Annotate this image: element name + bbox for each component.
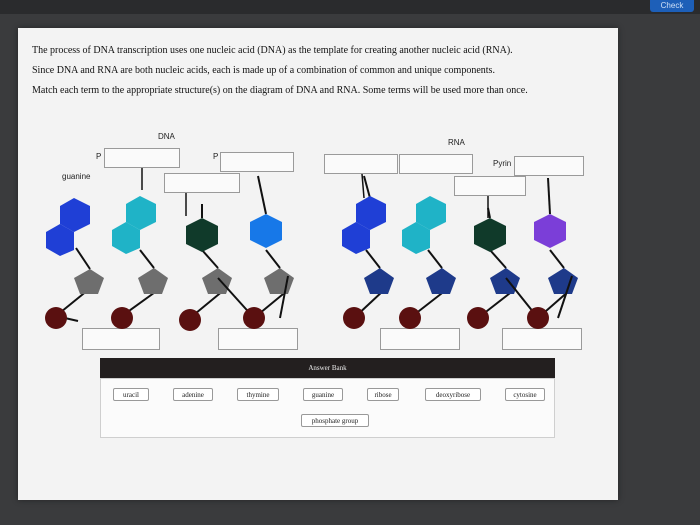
term-deoxyribose[interactable]: deoxyribose bbox=[425, 388, 481, 401]
guanine-diagram-label: guanine bbox=[62, 172, 91, 181]
phosphate-circle bbox=[111, 307, 133, 329]
answer-bank bbox=[100, 378, 555, 438]
term-guanine[interactable]: guanine bbox=[303, 388, 343, 401]
sugar-pentagon bbox=[138, 268, 168, 294]
phosphate-circle bbox=[527, 307, 549, 329]
question-panel bbox=[18, 28, 618, 500]
term-uracil[interactable]: uracil bbox=[113, 388, 149, 401]
dna-nucleotide-2 bbox=[111, 196, 168, 329]
term-ribose[interactable]: ribose bbox=[367, 388, 399, 401]
dna-box1-prefix: P bbox=[96, 152, 102, 161]
term-adenine[interactable]: adenine bbox=[173, 388, 213, 401]
term-thymine[interactable]: thymine bbox=[237, 388, 279, 401]
dna-nucleotide-1 bbox=[45, 198, 104, 329]
instruction-line-1: The process of DNA transcription uses one nucleic acid (DNA) as the template for creating another nucleic acid (RNA). bbox=[32, 45, 513, 56]
rna-nucleotide-4 bbox=[527, 178, 578, 329]
check-button[interactable]: Check bbox=[650, 0, 694, 12]
dna-box2-prefix: P bbox=[213, 152, 219, 161]
rna-nucleotide-1 bbox=[342, 176, 394, 329]
rna-nucleotide-3 bbox=[467, 208, 538, 329]
sugar-pentagon bbox=[74, 269, 104, 294]
term-phosphate-group[interactable]: phosphate group bbox=[301, 414, 369, 427]
dna-rna-diagram bbox=[18, 28, 618, 358]
dna-nucleotide-4 bbox=[243, 176, 294, 329]
phosphate-circle bbox=[467, 307, 489, 329]
dna-label: DNA bbox=[158, 132, 175, 141]
base-hexagon bbox=[186, 218, 218, 252]
term-cytosine[interactable]: cytosine bbox=[505, 388, 545, 401]
answer-bank-header: Answer Bank bbox=[100, 358, 555, 378]
phosphate-circle bbox=[343, 307, 365, 329]
rna-box-prefix: Pyrin bbox=[493, 159, 512, 168]
rna-nucleotide-2 bbox=[399, 196, 456, 329]
base-hexagon bbox=[534, 214, 566, 248]
instruction-line-3: Match each term to the appropriate structure(s) on the diagram of DNA and RNA. Some terms will be used more than once. bbox=[32, 85, 528, 96]
sugar-pentagon bbox=[202, 268, 232, 294]
instruction-line-2: Since DNA and RNA are both nucleic acids, each is made up of a combination of common and unique components. bbox=[32, 65, 495, 76]
dna-nucleotide-3 bbox=[179, 204, 254, 331]
sugar-pentagon bbox=[548, 268, 578, 294]
phosphate-circle bbox=[45, 307, 67, 329]
phosphate-circle bbox=[179, 309, 201, 331]
sugar-pentagon bbox=[364, 268, 394, 294]
sugar-pentagon bbox=[426, 268, 456, 294]
sugar-pentagon bbox=[264, 268, 294, 294]
base-hexagon bbox=[474, 218, 506, 252]
rna-label: RNA bbox=[448, 138, 465, 147]
phosphate-circle bbox=[399, 307, 421, 329]
top-bar bbox=[0, 0, 700, 14]
phosphate-circle bbox=[243, 307, 265, 329]
base-hexagon bbox=[250, 214, 282, 248]
